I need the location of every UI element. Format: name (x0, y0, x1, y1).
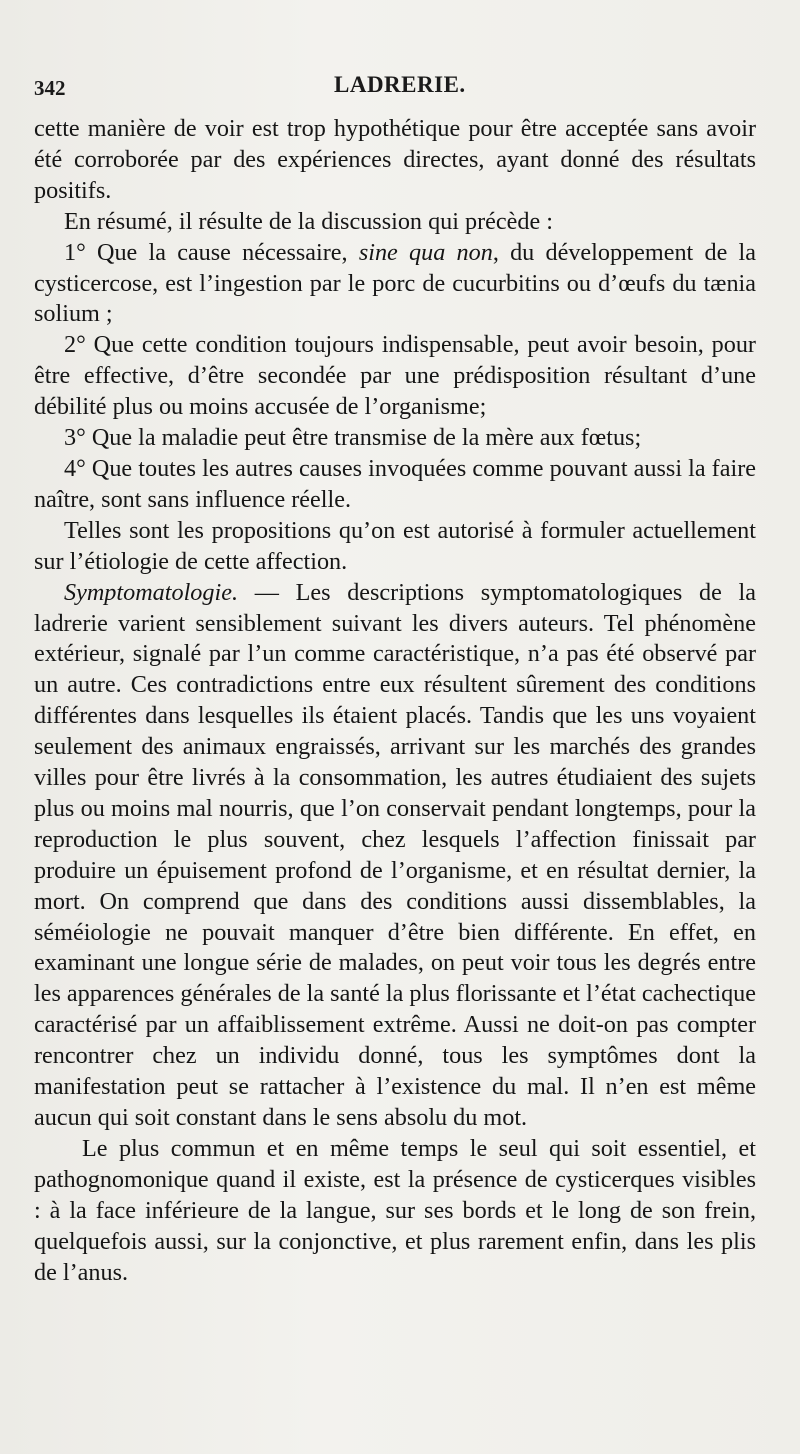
latin-phrase: sine qua non (358, 238, 493, 266)
page-number: 342 (34, 76, 66, 100)
paragraph-symptomatology (34, 578, 756, 1134)
point-1-end: , du développement de la cysticercose, est l’ingestion par le porc de cucurbitins ou d’œufs du tænia solium ; (34, 238, 757, 328)
paragraph-propositions: Telles sont les propositions qu’on est autorisé à formuler actuellement sur l’étiologie de cette affection. (34, 516, 756, 575)
paragraph-cysticerci: Le plus commun et en même temps le seul qui soit essentiel, et pathognomonique quand il existe, est la présence de cysticerques visibles : à la face inférieure de la langue, sur ses bords et le long de son frein, quelquefois aussi, sur la conjonctive, et plus rarement enfin, dans les plis de l’anus. (34, 1134, 756, 1286)
paragraph-point-2: 2° Que cette condition toujours indispensable, peut avoir besoin, pour être effective, d’être secondée par une prédisposition résultant d’une débilité plus ou moins accusée de l’organisme; (34, 331, 756, 421)
paragraph-point-1 (34, 238, 756, 331)
point-1-start: 1° Que la cause nécessaire, (64, 238, 359, 266)
paragraph-continuation: cette manière de voir est trop hypothétique pour être acceptée sans avoir été corroborée par des expériences directes, ayant donné des résultats positifs. (34, 115, 756, 204)
section-heading-symptomatology: Symptomatologie. (64, 578, 238, 606)
running-title: LADRERIE. (334, 72, 466, 97)
paragraph-point-4: 4° Que toutes les autres causes invoquées comme pouvant aussi la faire naître, sont sans influence réelle. (34, 454, 756, 513)
paragraph-summary: En résumé, il résulte de la discussion qui précède : (64, 207, 553, 235)
paragraph-point-3: 3° Que la maladie peut être transmise de la mère aux fœtus; (64, 424, 642, 452)
body-text (34, 114, 756, 1288)
symptomatology-text: — Les descriptions symptomatologiques de la ladrerie varient sensiblement suivant les divers auteurs. Tel phénomène extérieur, signalé par l’un comme caractéristique, n’a pas été observé par un autre. Ces contradictions entre eux résultent sûrement des conditions différentes dans lesquelles ils étaient placés. Tandis que les uns voyaient seulement des animaux engraissés, arrivant sur les marchés des grandes villes pour être livrés à la consommation, les autres étudiaient des sujets plus ou moins mal nourris, que l’on conservait pendant longtemps, pour la reproduction le plus souvent, chez lesquels l’affection finissait par produire un épuisement profond de l’organisme, et en résultat dernier, la mort. On comprend que dans des conditions aussi dissemblables, la séméiologie ne pouvait manquer d’être bien différente. En effet, en examinant une longue série de malades, on peut voir tous les degrés entre les apparences générales de la santé la plus florissante et l’état cachectique caractérisé par un affaiblissement extrême. Aussi ne doit-on pas compter rencontrer chez un individu donné, tous les symptômes dont la manifestation peut se rattacher à l’existence du mal. Il n’en est même aucun qui soit constant dans le sens absolu du mot. (34, 578, 756, 1131)
page-header (34, 70, 764, 104)
